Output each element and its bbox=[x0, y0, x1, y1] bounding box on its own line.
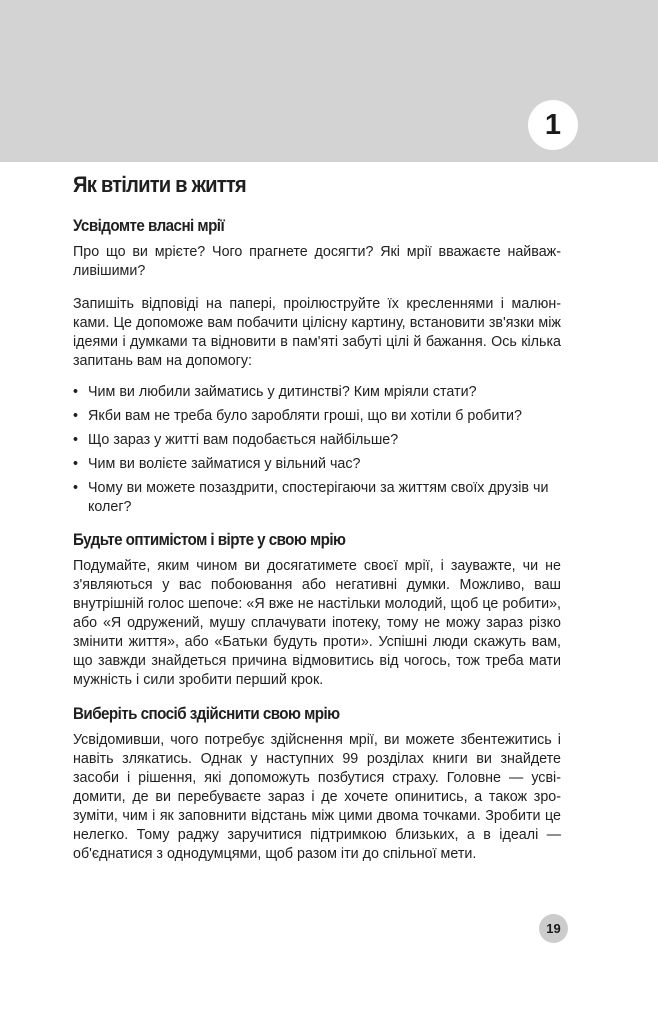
section-method bbox=[73, 703, 561, 864]
section-title-optimism: Будьте оптимістом і вірте у свою мрію bbox=[73, 531, 346, 549]
section-title-method: Виберіть спосіб здійснити свою мрію bbox=[73, 705, 340, 723]
section-title-dreams: Усвідомте власні мрії bbox=[73, 217, 225, 235]
chapter-header-band bbox=[0, 0, 658, 162]
section-optimism bbox=[73, 529, 561, 690]
section-dreams-paragraph-2: Запишіть відповіді на папері, проілюструйте їх кресленнями і малюнками. Це допоможе вам побачити цілісну картину, встановити зв'язки між ідеями і думками та відновити в пам'яті забуті цілі й бажання. Ось кілька запитань вам на допомогу: bbox=[73, 296, 561, 369]
chapter-number-badge: 1 bbox=[528, 100, 578, 150]
list-item: • Якби вам не треба було заробляти гроші, що ви хотіли б робити? bbox=[73, 407, 561, 426]
page-title: Як втілити в життя bbox=[73, 172, 246, 197]
list-item: • Чому ви можете позаздрити, спостерігаючи за життям своїх друзів чи колег? bbox=[73, 479, 561, 517]
list-item: • Що зараз у житті вам подобається найбільше? bbox=[73, 431, 561, 450]
page-content bbox=[73, 170, 561, 864]
list-item: • Чим ви любили займатись у дитинстві? Ким мріяли стати? bbox=[73, 383, 561, 402]
questions-list bbox=[73, 383, 561, 517]
section-optimism-paragraph: Подумайте, яким чином ви досягатимете своєї мрії, і зауважте, чи не з'являються у вас побоювання або негативні думки. Можливо, ваш внутрішній голос шепоче: «Я вже не настільки молодий, щоб це робити», або «Я одружений, мушу сплачувати іпотеку, тому не можу зараз різко змінити життя», або «Батьки будуть проти». Успішні люди скажуть вам, що завжди знайдеться причина відмовитись від чогось, тож треба мати мужність і сили зробити перший крок. bbox=[73, 558, 561, 688]
section-dreams-paragraph-1: Про що ви мрієте? Чого прагнете досягти? Які мрії вважаєте найважливішими? bbox=[73, 244, 561, 279]
list-item: • Чим ви волієте займатися у вільний час? bbox=[73, 455, 561, 474]
page-number-badge: 19 bbox=[539, 914, 568, 943]
section-method-paragraph: Усвідомивши, чого потребує здійснення мрії, ви можете збентежитись і навіть злякатись. Однак у наступних 99 розділах книги ви знайдете засоби і рішення, які допоможуть позбутися страху. Головне — усвідомити, де ви перебуваєте зараз і де хочете опинитись, а також зрозуміти, чим і як заповнити відстань між цими двома точками. Зробити це нелегко. Тому раджу заручитися підтримкою близьких, а в ідеалі — об'єднатися з однодумцями, щоб разом іти до спільної мети. bbox=[73, 732, 561, 862]
section-dreams bbox=[73, 215, 561, 517]
